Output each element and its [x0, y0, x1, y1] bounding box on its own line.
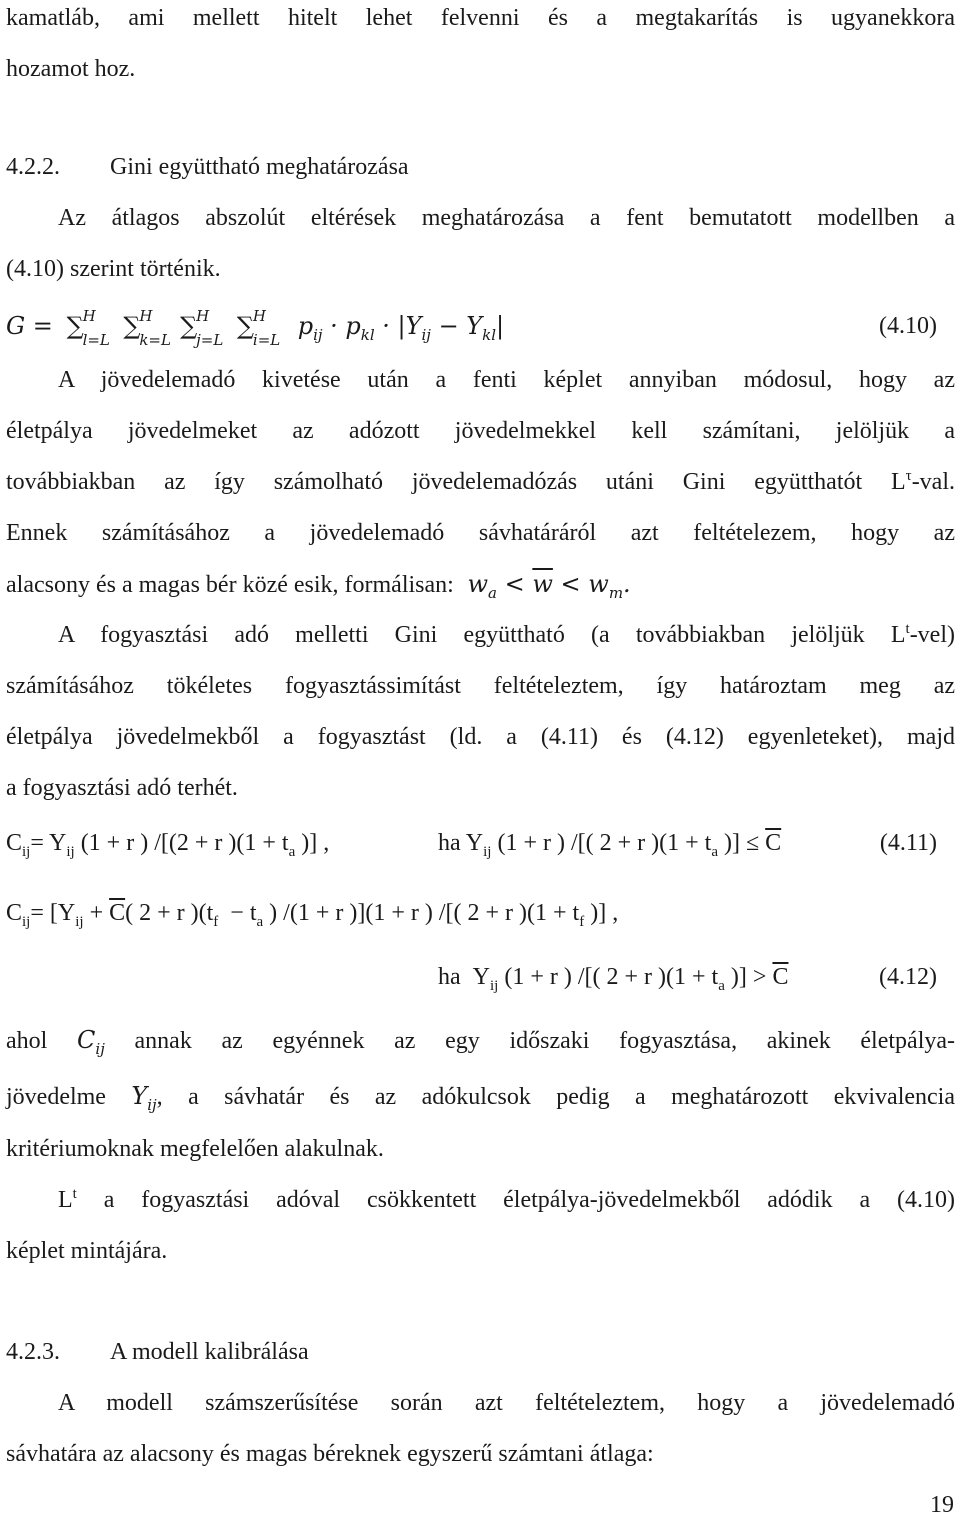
section-heading — [6, 1337, 955, 1367]
paragraph-line: kamatláb, ami mellett hitelt lehet felvenni és a megtakarítás is ugyanekkora — [6, 5, 955, 31]
paragraph-line: A modell számszerűsítése során azt feltételeztem, hogy a jövedelemadó — [58, 1390, 955, 1416]
paragraph-line: sávhatára az alacsony és magas béreknek egyszerű számtani átlaga: — [6, 1441, 654, 1467]
equation-condition: ha $Y_{ij}$ (1 + r ) /[( 2 + r )($1 + t_a$ )] > $\overline{C}$ — [438, 964, 789, 994]
section-title: Gini együttható meghatározása — [110, 154, 409, 180]
sum-symbol: ∑ H j=L — [180, 307, 224, 349]
paragraph-line: jövedelme $Y_{ij}$, a sávhatár és az adókulcsok pedig a meghatározott ekvivalencia — [6, 1082, 956, 1114]
equation-4-12-line-1: $C_{ij}= [Y_{ij} + \overline{C}$( 2 + r )($t_f - t_a$ ) /(1 + r )](1 + r ) /[( 2 + r )($1 + t_f$ )] , — [6, 900, 619, 930]
equation-body: $p_{ij} \cdot p_{kl} \cdot |Y_{ij} - Y_{kl}|$ — [297, 312, 505, 344]
paragraph-line: a fogyasztási adó terhét. — [6, 775, 238, 801]
paragraph-line: életpálya jövedelmekből a fogyasztást (ld. a (4.11) és (4.12) egyenleteket), majd — [6, 724, 955, 750]
sum-symbol: ∑ H l=L — [66, 307, 110, 349]
section-heading — [6, 152, 955, 182]
equation-label: (4.10) — [879, 313, 937, 339]
section-title: A modell kalibrálása — [110, 1339, 309, 1365]
paragraph-line: alacsony és a magas bér közé esik, formálisan: $w_a < \overline{w} < w_m$. — [6, 570, 631, 602]
paragraph-line: továbbiakban az így számolható jövedelemadózás utáni Gini együtthatót $L^\tau$-val. — [6, 468, 955, 495]
page-number: 19 — [930, 1492, 954, 1518]
paragraph-line: kritériumoknak megfelelően alakulnak. — [6, 1136, 384, 1162]
paragraph-line: számításához tökéletes fogyasztássimítást feltételeztem, így határoztam meg az — [6, 673, 955, 699]
equation-lhs: G = — [6, 312, 53, 340]
section-number: 4.2.3. — [6, 1339, 60, 1365]
sum-symbol: ∑ H i=L — [236, 307, 281, 349]
equation-4-11 — [6, 828, 955, 858]
paragraph-line: A fogyasztási adó melletti Gini együttható (a továbbiakban jelöljük $L^t-vel$) — [58, 621, 955, 648]
paragraph-line: A jövedelemadó kivetése után a fenti képlet annyiban módosul, hogy az — [58, 367, 955, 393]
equation-lhs: $C_{ij}= Y_{ij}$ (1 + r ) /[(2 + r )($1 + t_a$ )] , — [6, 830, 330, 860]
sum-symbol: ∑ H k=L — [123, 307, 171, 349]
equation-label: (4.12) — [879, 964, 937, 990]
equation-4-10 — [6, 307, 955, 349]
paragraph-line: $L^t$ a fogyasztási adóval csökkentett életpálya-jövedelmekből adódik a (4.10) — [58, 1186, 955, 1213]
inline-formula: $w_a < \overline{w} < w_m$. — [459, 570, 631, 602]
section-number: 4.2.2. — [6, 154, 60, 180]
paragraph-line: Ennek számításához a jövedelemadó sávhatáráról azt feltételezem, hogy az — [6, 520, 955, 546]
paragraph-line: (4.10) szerint történik. — [6, 256, 221, 282]
paragraph-line: ahol $C_{ij}$ annak az egyénnek az egy időszaki fogyasztása, akinek életpálya- — [6, 1026, 956, 1058]
paragraph-line: képlet mintájára. — [6, 1238, 168, 1264]
paragraph-line: életpálya jövedelmeket az adózott jövedelmekkel kell számítani, jelöljük a — [6, 418, 955, 444]
equation-condition: ha $Y_{ij}$ (1 + r ) /[( 2 + r )($1 + t_a$ )] ≤ $\overline{C}$ — [438, 830, 782, 860]
paragraph-line: hozamot hoz. — [6, 56, 136, 82]
equation-label: (4.11) — [879, 830, 937, 856]
paragraph-line: Az átlagos abszolút eltérések meghatározása a fent bemutatott modellben a — [58, 205, 955, 231]
